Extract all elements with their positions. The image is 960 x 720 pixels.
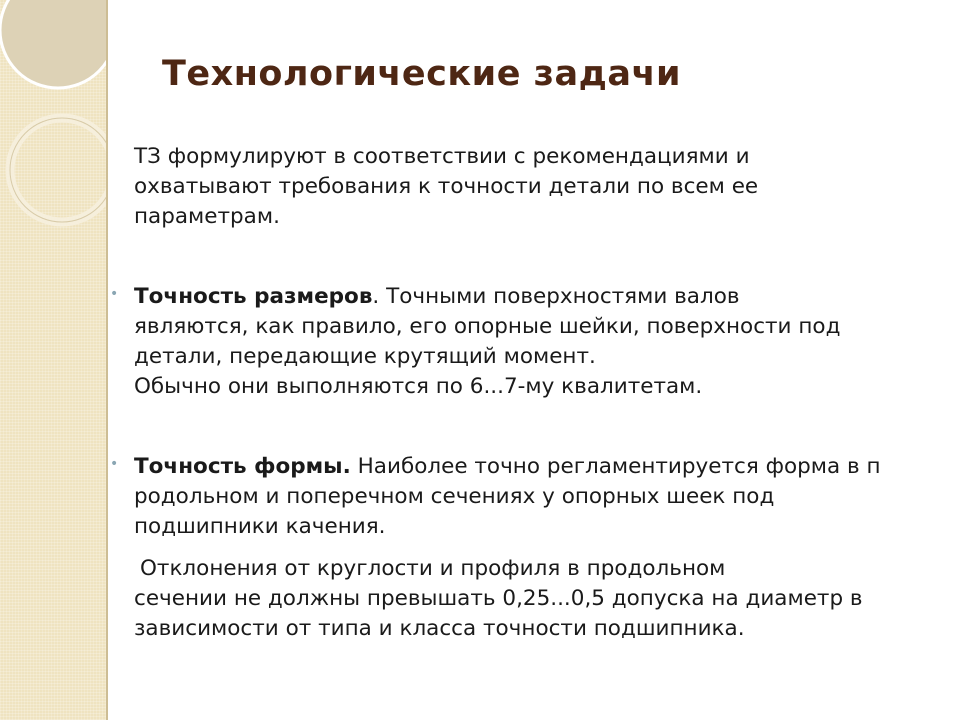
bullet-form-accuracy: [134, 452, 934, 542]
bullet-size-line-1-text: . Точными поверхностями валов: [372, 284, 740, 309]
strip-divider: [106, 0, 108, 720]
intro-line-2: охватывают требования к точности детали по всем ее: [134, 174, 759, 199]
bullet-form-line-3: подшипники качения.: [134, 514, 386, 539]
bullet-icon: •: [110, 286, 119, 302]
tail-line-2: сечении не должны превышать 0,25...0,5 допуска на диаметр в: [134, 586, 863, 611]
intro-line-1: ТЗ формулируют в соответствии с рекомендациями и: [134, 144, 750, 169]
bullet-form-line-2: родольном и поперечном сечениях у опорных шеек под: [134, 484, 775, 509]
bullet-size-line-2: являются, как правило, его опорные шейки, поверхности под: [134, 314, 841, 339]
bullet-form-heading: Точность формы.: [134, 454, 351, 479]
intro-line-3: параметрам.: [134, 204, 280, 229]
bullet-size-line-3: детали, передающие крутящий момент.: [134, 344, 596, 369]
tail-paragraph: [134, 554, 934, 644]
slide-title: Технологические задачи: [162, 54, 682, 94]
tail-line-3: зависимости от типа и класса точности подшипника.: [134, 616, 745, 641]
bullet-form-line-1: [134, 452, 934, 482]
intro-paragraph: [134, 142, 934, 232]
bullet-form-line-1-text: Наиболее точно регламентируется форма в п: [350, 454, 881, 479]
bullet-size-line-1: [134, 282, 934, 312]
bullet-size-heading: Точность размеров: [134, 284, 373, 309]
decorative-circles: [0, 0, 106, 720]
bullet-size-accuracy: [134, 282, 934, 402]
bullet-icon: •: [110, 456, 119, 472]
bullet-size-line-4: Обычно они выполняются по 6...7-му квалитетам.: [134, 374, 703, 399]
decorative-side-strip: [0, 0, 106, 720]
tail-line-1: Отклонения от круглости и профиля в продольном: [140, 556, 726, 581]
